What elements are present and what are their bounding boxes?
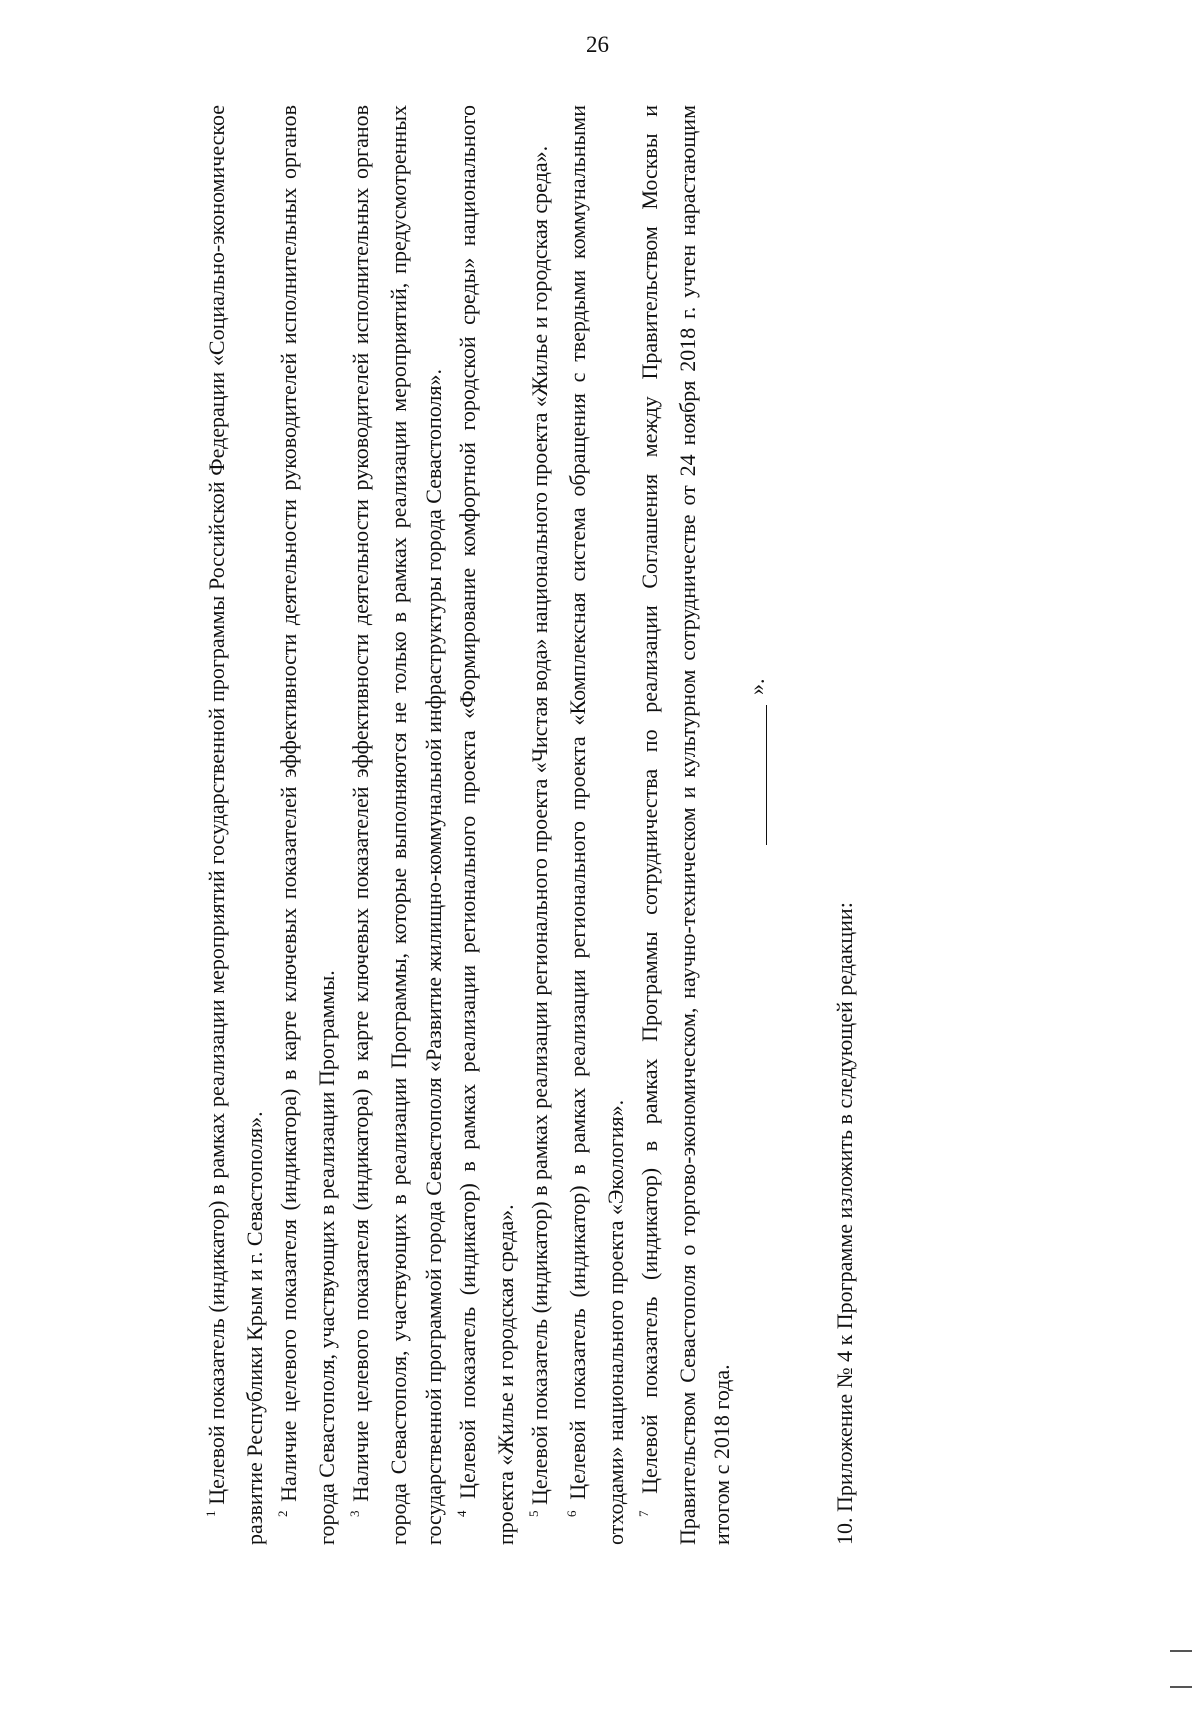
footnote-text: Целевой показатель (индикатор) в рамках реализации мероприятий государственной программы Российской Федерации «Социально-экономическое развитие Республики Крым и г. Севастополя». bbox=[204, 104, 267, 1545]
footnote-mark: 2 bbox=[275, 1510, 291, 1517]
footnote-text: Целевой показатель (индикатор) в рамках реализации регионального проекта «Чистая вода» национального проекта «Жилье и городская среда». bbox=[527, 145, 553, 1505]
footnote-2 bbox=[272, 105, 344, 1545]
footnote-3 bbox=[344, 105, 451, 1545]
footnote-mark: 5 bbox=[526, 1510, 542, 1517]
edge-mark bbox=[1170, 1686, 1192, 1688]
footnote-1 bbox=[200, 105, 272, 1545]
underline-rule bbox=[766, 705, 767, 845]
footnote-7 bbox=[633, 105, 740, 1545]
closing-line bbox=[740, 105, 776, 845]
footnote-mark: 3 bbox=[347, 1510, 363, 1517]
footnote-6 bbox=[561, 105, 633, 1545]
footnote-text: Наличие целевого показателя (индикатора) в карте ключевых показателей эффективности деятельности руководителей исполнительных органов города Севастополя, участвующих в реализации Программы, которые выполняются не только в рамках реализации мероприятий, предусмотренных государственной программой города Севастополя «Развитие жилищно-коммунальной инфраструктуры города Севастополя». bbox=[348, 105, 446, 1545]
footnote-4 bbox=[451, 105, 523, 1545]
footnote-mark: 6 bbox=[563, 1510, 579, 1517]
page-number: 26 bbox=[586, 32, 609, 57]
footnote-mark: 7 bbox=[636, 1510, 652, 1517]
footnote-text: Целевой показатель (индикатор) в рамках реализации регионального проекта «Формирование комфортной городской среды» национального проекта «Жилье и городская среда». bbox=[455, 104, 518, 1545]
rotated-text-block bbox=[200, 105, 930, 1545]
footnote-mark: 4 bbox=[454, 1510, 470, 1517]
edge-mark bbox=[1170, 1650, 1192, 1652]
footnote-mark: 1 bbox=[203, 1510, 218, 1517]
closing-quote: ». bbox=[743, 678, 769, 695]
footnote-text: Целевой показатель (индикатор) в рамках реализации регионального проекта «Комплексная система обращения с твердыми коммунальными отходами» национального проекта «Экология». bbox=[564, 104, 628, 1545]
footnote-text: Целевой показатель (индикатор) в рамках Программы сотрудничества по реализации Соглашения между Правительством Москвы и Правительством Севастополя о торгово-экономическом, научно-техническом и культурном сотрудничестве от 24 ноября 2018 г. учтен нарастающим итогом с 2018 года. bbox=[637, 104, 735, 1545]
footnote-5 bbox=[523, 105, 561, 1545]
footnote-text: Наличие целевого показателя (индикатора) в карте ключевых показателей эффективности деятельности руководителей исполнительных органов города Севастополя, участвующих в реализации Программы. bbox=[276, 105, 339, 1545]
instruction-item-10: 10. Приложение № 4 к Программе изложить в следующей редакции: bbox=[831, 902, 857, 1545]
